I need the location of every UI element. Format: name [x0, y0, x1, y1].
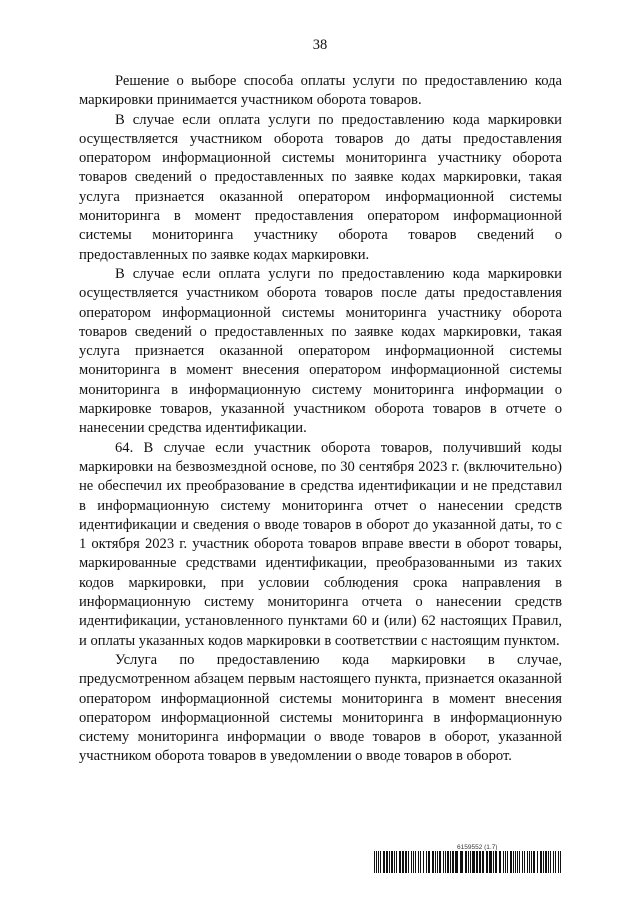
- paragraph-item-64: 64. В случае если участник оборота товаров, получивший коды маркировки на безвозмездной основе, по 30 сентября 2023 г. (включительно) не обеспечил их преобразование в средства идентификации и не представил в информационную систему мониторинга отчет о нанесении средств идентификации и сведения о вводе товаров в оборот до указанной даты, то с 1 октября 2023 г. участник оборота товаров вправе ввести в оборот товары, маркированные средствами идентификации, преобразованными из таких кодов маркировки, при условии соблюдения срока направления в информационную систему мониторинга отчета о нанесении средств идентификации, установленного пунктами 60 и (или) 62 настоящих Правил, и оплаты указанных кодов маркировки в соответствии с настоящим пунктом.: [79, 439, 562, 649]
- paragraph-payment-before: В случае если оплата услуги по предоставлению кода маркировки осуществляется участником оборота товаров до даты предоставления оператором информационной системы мониторинга участнику оборота товаров сведений о предоставленных по заявке кодах маркировки, такая услуга признается оказанной оператором информационной системы мониторинга в момент предоставления оператором информационной системы мониторинга участнику оборота товаров сведений о предоставленных по заявке кодах маркировки.: [79, 111, 562, 263]
- document-body: [79, 72, 562, 767]
- paragraph-payment-after: В случае если оплата услуги по предоставлению кода маркировки осуществляется участником оборота товаров после даты предоставления оператором информационной системы мониторинга участнику оборота товаров сведений о предоставленных по заявке кодах маркировки, такая услуга признается оказанной оператором информационной системы мониторинга в момент внесения оператором информационной системы мониторинга в информационную систему мониторинга информации о маркировке товаров, указанной участником оборота товаров в отчете о нанесении средства идентификации.: [79, 265, 562, 437]
- paragraph-service-recognition: Услуга по предоставлению кода маркировки в случае, предусмотренном абзацем первым настоящего пункта, признается оказанной оператором информационной системы мониторинга в момент внесения оператором информационной системы мониторинга в информационную систему мониторинга информации о вводе товаров в оборот, указанной участником оборота товаров в уведомлении о вводе товаров в оборот.: [79, 651, 562, 765]
- barcode-icon: [374, 851, 562, 873]
- paragraph-payment-choice: Решение о выборе способа оплаты услуги по предоставлению кода маркировки принимается участником оборота товаров.: [79, 73, 562, 109]
- page-number: 38: [312, 37, 328, 53]
- document-code: 6159552 (1.7): [457, 844, 498, 851]
